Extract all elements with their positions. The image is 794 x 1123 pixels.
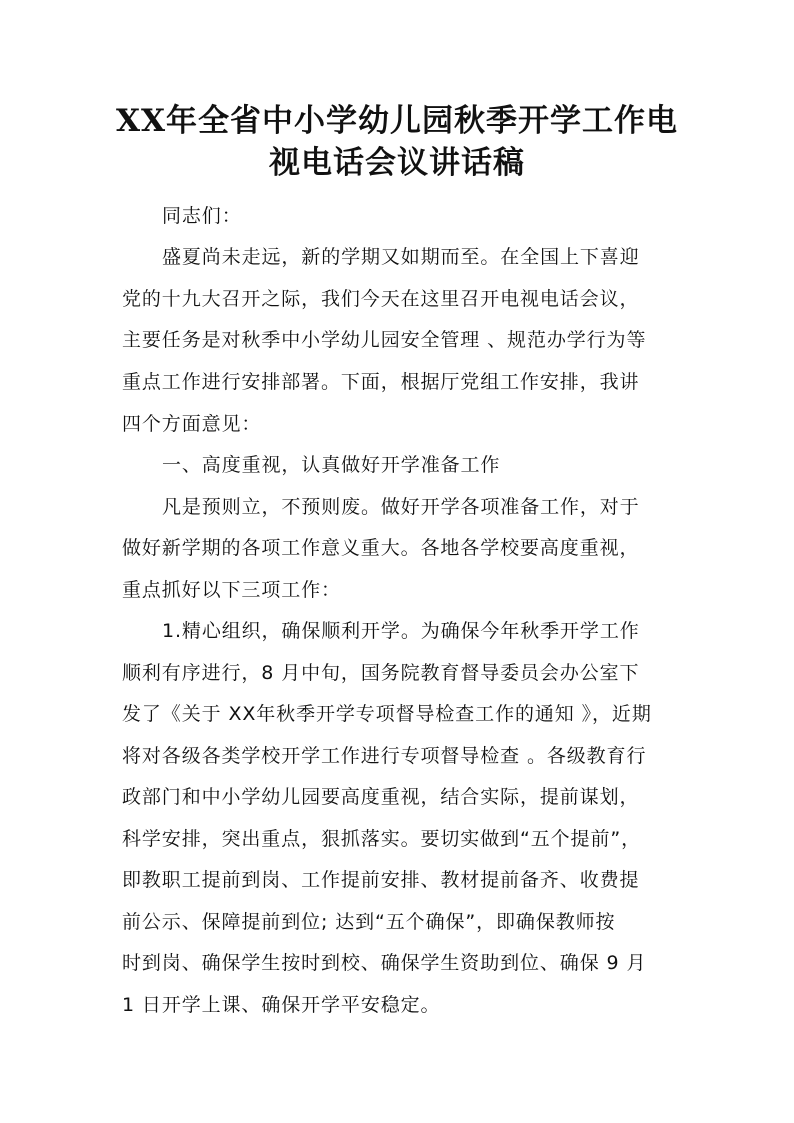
paragraph-line: 1 日开学上课、确保开学平安稳定。 xyxy=(122,994,441,1016)
paragraph-line: 凡是预则立，不预则废。做好开学各项准备工作，对于 xyxy=(162,496,640,518)
paragraph-line: 发了《关于 XX年秋季开学专项督导检查工作的通知 》，近期 xyxy=(122,703,652,725)
paragraph-line: 将对各级各类学校开学工作进行专项督导检查 。各级教育行 xyxy=(122,745,647,767)
paragraph-line: 时到岗、确保学生按时到校、确保学生资助到位、确保 9 月 xyxy=(122,952,647,974)
paragraph-line: 政部门和中小学幼儿园要高度重视，结合实际，提前谋划， xyxy=(122,786,640,808)
document-title-line-1: XX年全省中小学幼儿园秋季开学工作电 xyxy=(115,103,679,139)
section-heading: 一、高度重视，认真做好开学准备工作 xyxy=(162,454,501,476)
paragraph-line: 做好新学期的各项工作意义重大。各地各学校要高度重视， xyxy=(122,537,640,559)
paragraph-line: 顺利有序进行，8 月中旬，国务院教育督导委员会办公室下 xyxy=(122,662,640,684)
document-title-line-2: 视电话会议讲话稿 xyxy=(269,145,525,181)
paragraph-line: 盛夏尚未走远，新的学期又如期而至。在全国上下喜迎 xyxy=(162,246,640,268)
paragraph-line: 前公示、保障提前到位; 达到“五个确保”，即确保教师按 xyxy=(122,911,616,933)
paragraph-line: 重点抓好以下三项工作： xyxy=(122,579,341,601)
paragraph-line: 科学安排，突出重点，狠抓落实。要切实做到“五个提前”， xyxy=(122,828,641,850)
paragraph-line: 1.精心组织，确保顺利开学。为确保今年秋季开学工作 xyxy=(162,620,640,642)
paragraph-line: 即教职工提前到岗、工作提前安排、教材提前备齐、收费提 xyxy=(122,869,640,891)
paragraph-line: 四个方面意见： xyxy=(122,413,262,435)
paragraph-line: 重点工作进行安排部署。下面，根据厅党组工作安排，我讲 xyxy=(122,371,640,393)
salutation: 同志们： xyxy=(162,205,242,227)
paragraph-line: 党的十九大召开之际，我们今天在这里召开电视电话会议， xyxy=(122,288,640,310)
paragraph-line: 主要任务是对秋季中小学幼儿园安全管理 、规范办学行为等 xyxy=(122,329,647,351)
